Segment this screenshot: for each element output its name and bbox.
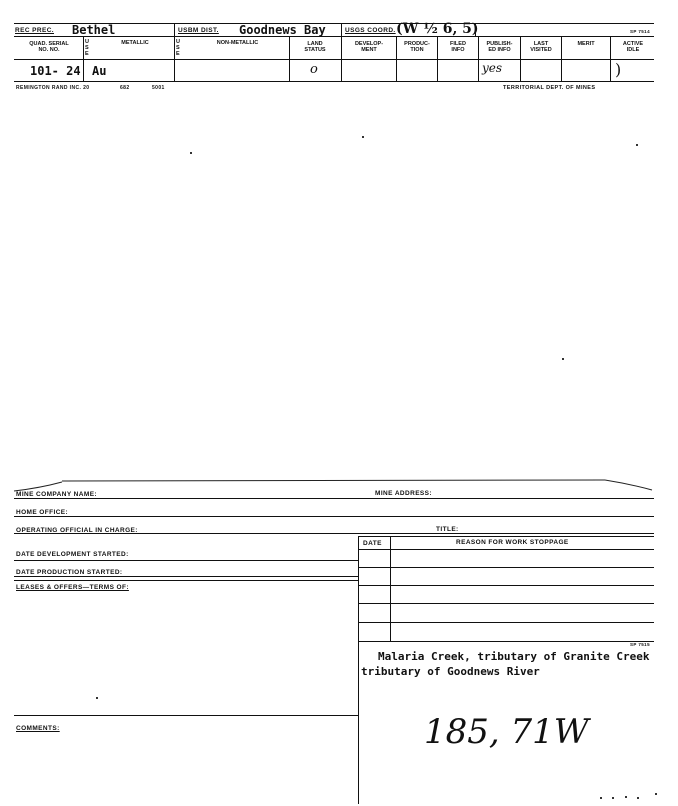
location-line-1: Malaria Creek, tributary of Granite Creek [378,650,650,663]
usgs-coord-value: (W ½ 6, 5) [396,21,479,37]
rec-prec-label: REC PREC. [15,27,54,34]
land-status-header: LAND STATUS [304,41,326,53]
metallic-header: METALLIC [121,40,149,46]
rec-prec-value: Bethel [72,23,116,37]
leases-label: LEASES & OFFERS—TERMS OF: [16,584,129,591]
date-production-label: DATE PRODUCTION STARTED: [16,569,123,576]
quad-serial-value: 101- 24 [30,64,81,78]
land-status-value: o [310,62,318,77]
merit-header: MERIT [577,41,595,47]
non-metallic-header: NON-METALLIC [216,40,259,46]
title-label: TITLE: [436,526,459,533]
comments-label: COMMENTS: [16,725,60,732]
form-number-bottom: SP 7515 [630,642,650,647]
card-edge [0,470,678,496]
use-marker-metallic: U S E [85,39,89,57]
usbm-dist-value: Goodnews Bay [239,23,326,37]
filed-info-header: FILED INFO [450,41,466,53]
metallic-value: Au [92,64,107,78]
location-line-2: tributary of Goodnews River [361,665,540,678]
footer-code-1: 682 [120,85,130,91]
last-visited-header: LAST VISITED [530,41,552,53]
printer-footer: REMINGTON RAND INC. 20 [16,85,90,91]
footer-code-2: 5001 [152,85,165,91]
published-info-header: PUBLISH- ED INFO [486,41,513,53]
operating-official-label: OPERATING OFFICIAL IN CHARGE: [16,527,138,534]
handwritten-number: 185, 71W [424,712,589,752]
usgs-coord-label: USGS COORD. [345,27,396,34]
dept-footer: TERRITORIAL DEPT. OF MINES [503,85,596,91]
development-header: DEVELOP- MENT [354,41,384,53]
active-idle-value: ) [615,60,622,79]
mine-address-label: MINE ADDRESS: [375,490,432,497]
mine-company-label: MINE COMPANY NAME: [16,491,97,498]
form-number: SP 7514 [630,29,650,34]
use-marker-non-metallic: U S E [176,39,180,57]
active-idle-header: ACTIVE IDLE [622,41,644,53]
published-info-value: yes [482,61,503,75]
usbm-dist-label: USBM DIST. [178,27,219,34]
home-office-label: HOME OFFICE: [16,509,69,516]
quad-serial-header: QUAD. SERIAL NO. NO. [29,41,69,53]
date-development-label: DATE DEVELOPMENT STARTED: [16,551,129,558]
date-header: DATE [363,540,382,547]
reason-header: REASON FOR WORK STOPPAGE [456,539,569,546]
production-header: PRODUC- TION [404,41,430,53]
